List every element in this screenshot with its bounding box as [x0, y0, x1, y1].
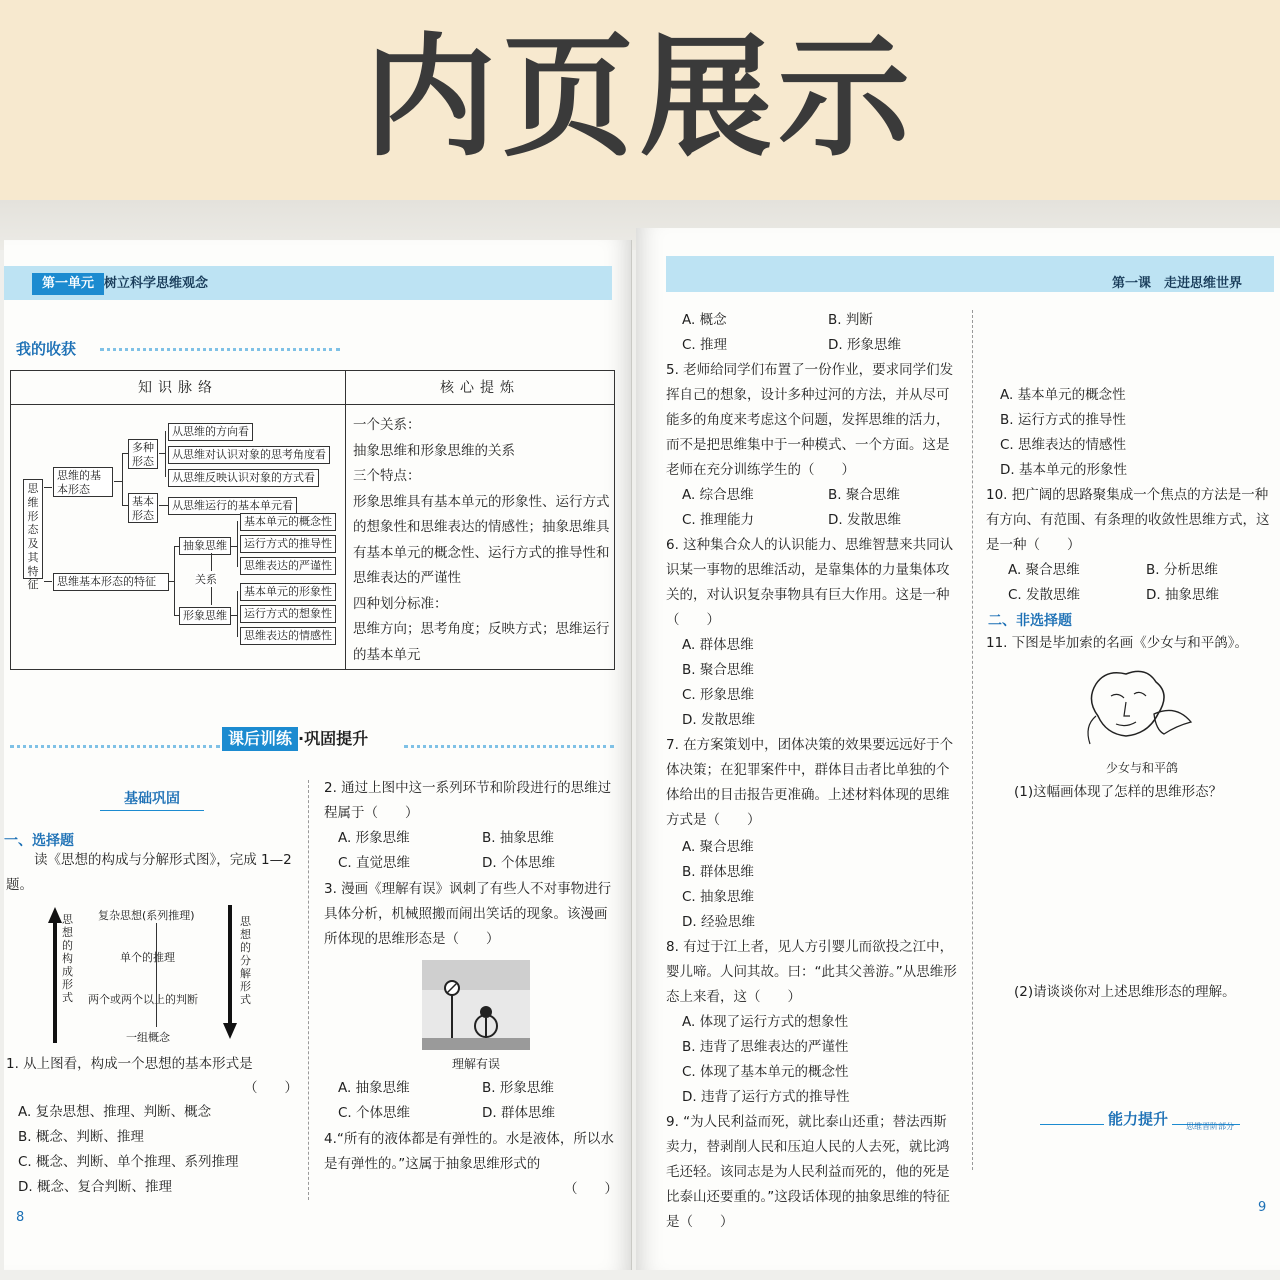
map-a1: 基本单元的概念性 — [240, 513, 336, 531]
q4-opt-a[interactable]: A. 概念 — [682, 312, 727, 328]
q1-opt-c[interactable]: C. 概念、判断、单个推理、系列推理 — [18, 1154, 239, 1170]
core-line: 四种划分标准： — [353, 595, 448, 612]
core-line: 三个特点： — [353, 468, 421, 484]
map-line — [237, 521, 238, 567]
q6-opt-d[interactable]: D. 发散思维 — [682, 712, 755, 728]
diagram-left-label: 思想的构成形式 — [62, 913, 73, 1004]
lesson-title: 第一课 走进思维世界 — [1111, 276, 1242, 291]
page-number: 8 — [16, 1210, 25, 1225]
dotted-rule — [404, 745, 614, 748]
q8-opt-b[interactable]: B. 违背了思维表达的严谨性 — [682, 1039, 849, 1055]
q6-opt-a[interactable]: A. 群体思维 — [682, 637, 754, 653]
picasso-drawing — [1076, 664, 1196, 754]
map-from-angle: 从思维对认识对象的思考角度看 — [168, 446, 330, 464]
table-header-core: 核心提炼 — [345, 371, 614, 405]
q3-opt-b[interactable]: B. 形象思维 — [482, 1080, 554, 1096]
q9-opt-a[interactable]: A. 基本单元的概念性 — [1000, 387, 1126, 403]
q8-opt-d[interactable]: D. 违背了运行方式的推导性 — [682, 1089, 850, 1105]
q2-opt-a[interactable]: A. 形象思维 — [338, 830, 410, 846]
q7: 7. 在方案策划中，团体决策的效果要远远好于个体决策；在犯罪案件中，群体目击者比单独的个体给出的目击报告更准确。上述材料体现的思维方式是（ ） — [666, 737, 954, 828]
q1-opt-a[interactable]: A. 复杂思想、推理、判断、概念 — [18, 1104, 212, 1120]
map-multi-forms: 多种形态 — [128, 439, 158, 469]
core-summary — [353, 413, 615, 668]
q8: 8. 有过于江上者，见人方引婴儿而欲投之江中，婴儿啼。人问其故。曰：“此其父善游。”从思维形态上来看，这（ ） — [666, 939, 957, 1005]
table-header-map: 知识脉络 — [11, 371, 345, 405]
map-abstract: 抽象思维 — [179, 537, 231, 555]
map-basic-form: 基本形态 — [128, 493, 158, 523]
training-tag: 课后训练 — [222, 727, 298, 751]
map-features: 思维基本形态的特征 — [53, 573, 169, 591]
core-line: 一个关系： — [353, 417, 421, 433]
q10-opt-c[interactable]: C. 发散思维 — [1008, 587, 1081, 603]
q7-opt-c[interactable]: C. 抽象思维 — [682, 889, 755, 905]
q4-opt-c[interactable]: C. 推理 — [682, 337, 728, 353]
q11: 11. 下图是毕加索的名画《少女与和平鸽》。 — [986, 635, 1249, 651]
banner-title: 内页展示 — [364, 21, 916, 175]
q10-opt-a[interactable]: A. 聚合思维 — [1008, 562, 1080, 578]
q1-opt-b[interactable]: B. 概念、判断、推理 — [18, 1129, 144, 1145]
q10: 10. 把广阔的思路聚集成一个焦点的方法是一种有方向、有范围、有条理的收敛性思维方式，这是一种（ ） — [986, 487, 1270, 553]
map-i3: 思维表达的情感性 — [240, 627, 336, 645]
q3-opt-c[interactable]: C. 个体思维 — [338, 1105, 411, 1121]
training-title: ·巩固提升 — [298, 729, 369, 748]
table-divider — [345, 371, 346, 669]
right-page — [636, 228, 1280, 1270]
q5: 5. 老师给同学们布置了一份作业，要求同学们发挥自己的想象，设计多种过河的方法，并从尽可能多的角度来考虑这个问题，发挥思维的活力，而不是把思维集中于一种模式、一个方面。这是老师在充分训练学生的（ ） — [666, 362, 954, 478]
diagram-l3: 两个或两个以上的判断 — [88, 993, 198, 1006]
unit-tag: 第一单元 — [32, 273, 104, 295]
map-line — [165, 431, 166, 477]
knowledge-table — [10, 370, 615, 670]
q9: 9. “为人民利益而死，就比泰山还重；替法西斯卖力，替剥削人民和压迫人民的人去死，就比鸿毛还轻。该同志是为人民利益而死的，他的死是比泰山还要重的。”这段话体现的抽象思维的特征是（ ） — [666, 1114, 950, 1230]
map-line — [44, 581, 52, 582]
q10-opt-b[interactable]: B. 分析思维 — [1146, 562, 1218, 578]
basic-underline — [100, 810, 204, 811]
q7-opt-b[interactable]: B. 群体思维 — [682, 864, 754, 880]
map-from-reflect: 从思维反映认识对象的方式看 — [168, 469, 319, 487]
q8-opt-a[interactable]: A. 体现了运行方式的想象性 — [682, 1014, 849, 1030]
core-line: 抽象思维和形象思维的关系 — [353, 442, 515, 459]
q7-opt-d[interactable]: D. 经验思维 — [682, 914, 755, 930]
page-number: 9 — [1258, 1200, 1267, 1215]
q1: 1. 从上图看，构成一个思想的基本形式是 — [6, 1056, 253, 1072]
q5-opt-c[interactable]: C. 推理能力 — [682, 512, 755, 528]
intro: 读《思想的构成与分解形式图》，完成 1—2 题。 — [6, 852, 292, 893]
ability-sub: 思维晋阶部分 — [1186, 1122, 1234, 1131]
training-heading — [222, 726, 368, 751]
core-line: 思维方向；思考角度；反映方式；思维运行的基本单元 — [353, 621, 610, 663]
q9-opt-c[interactable]: C. 思维表达的情感性 — [1000, 437, 1127, 453]
diagram-link — [156, 923, 157, 1027]
map-relation: 关系 — [195, 573, 217, 586]
arrow-down-shaft — [228, 905, 232, 1023]
left-page — [4, 240, 632, 1270]
q4: 4.“所有的液体都是有弹性的。水是液体，所以水是有弹性的。”这属于抽象思维形式的 — [324, 1131, 614, 1172]
diagram-l1: 复杂思想(系列推理) — [98, 909, 195, 922]
q2-opt-c[interactable]: C. 直觉思维 — [338, 855, 411, 871]
q11-caption: 少女与和平鸽 — [1106, 761, 1179, 775]
q2: 2. 通过上图中这一系列环节和阶段进行的思维过程属于（ ） — [324, 780, 612, 821]
q10-opt-d[interactable]: D. 抽象思维 — [1146, 587, 1219, 603]
arrow-up-shaft — [53, 921, 57, 1043]
thought-diagram — [44, 905, 304, 1045]
q2-opt-d[interactable]: D. 个体思维 — [482, 855, 555, 871]
map-image: 形象思维 — [179, 607, 231, 625]
column-separator — [308, 780, 309, 1200]
q3-opt-d[interactable]: D. 群体思维 — [482, 1105, 555, 1121]
q3: 3. 漫画《理解有误》讽刺了有些人不对事物进行具体分析，机械照搬而闹出笑话的现象。该漫画所体现的思维形态是（ ） — [324, 881, 612, 947]
q4-opt-d[interactable]: D. 形象思维 — [828, 337, 901, 353]
q1-opt-d[interactable]: D. 概念、复合判断、推理 — [18, 1179, 172, 1195]
arrow-down-icon — [223, 1023, 237, 1039]
diagram-l4: 一组概念 — [126, 1031, 170, 1044]
map-line — [237, 591, 238, 637]
dotted-rule — [100, 348, 340, 351]
q4-paren: （ ） — [564, 1181, 618, 1197]
q9-opt-d[interactable]: D. 基本单元的形象性 — [1000, 462, 1127, 478]
q5-opt-a[interactable]: A. 综合思维 — [682, 487, 754, 503]
q11-part1: (1)这幅画体现了怎样的思维形态？ — [1014, 784, 1223, 800]
map-line — [44, 487, 52, 488]
q1-paren: （ ） — [244, 1080, 298, 1096]
q4-opt-b[interactable]: B. 判断 — [828, 312, 873, 328]
section-gains: 我的收获 — [16, 340, 77, 358]
cartoon-image — [422, 960, 530, 1050]
map-a3: 思维表达的严谨性 — [240, 557, 336, 575]
q6: 6. 这种集合众人的认识能力、思维智慧来共同认识某一事物的思维活动，是靠集体的力量集体攻关的，对认识复杂事物具有巨大作用。这是一种（ ） — [666, 537, 954, 628]
diagram-right-label: 思想的分解形式 — [240, 915, 251, 1006]
map-line — [114, 481, 122, 482]
q9-opt-b[interactable]: B. 运行方式的推导性 — [1000, 412, 1126, 428]
choice-heading: 一、选择题 — [4, 833, 74, 849]
column-separator — [972, 310, 973, 1170]
q2-opt-b[interactable]: B. 抽象思维 — [482, 830, 554, 846]
basic-title: 基础巩固 — [124, 791, 180, 807]
map-line — [159, 505, 168, 506]
q7-opt-a[interactable]: A. 聚合思维 — [682, 839, 754, 855]
map-basic-forms: 思维的基本形态 — [53, 467, 113, 497]
map-line — [122, 453, 123, 505]
q3-opt-a[interactable]: A. 抽象思维 — [338, 1080, 410, 1096]
map-i1: 基本单元的形象性 — [240, 583, 336, 601]
unit-title: 树立科学思维观念 — [104, 276, 209, 291]
q8-opt-c[interactable]: C. 体现了基本单元的概念性 — [682, 1064, 849, 1080]
map-root: 思维形态及其特征 — [23, 479, 43, 579]
map-from-unit: 从思维运行的基本单元看 — [168, 497, 297, 515]
q11-part2: (2)请谈谈你对上述思维形态的理解。 — [1014, 984, 1236, 1000]
q5-opt-b[interactable]: B. 聚合思维 — [828, 487, 900, 503]
q6-opt-b[interactable]: B. 聚合思维 — [682, 662, 754, 678]
dotted-rule — [10, 745, 220, 748]
map-i2: 运行方式的想象性 — [240, 605, 336, 623]
nonchoice-heading: 二、非选择题 — [988, 613, 1072, 629]
q3-caption: 理解有误 — [452, 1057, 501, 1071]
q6-opt-c[interactable]: C. 形象思维 — [682, 687, 755, 703]
map-from-direction: 从思维的方向看 — [168, 423, 253, 441]
ability-title: 能力提升 — [1104, 1108, 1172, 1129]
map-line — [174, 546, 175, 616]
banner — [0, 0, 1280, 200]
q5-opt-d[interactable]: D. 发散思维 — [828, 512, 901, 528]
diagram-l2: 单个的推理 — [120, 951, 175, 964]
core-line: 形象思维具有基本单元的形象性、运行方式的想象性和思维表达的情感性；抽象思维具有基本单元的概念性、运行方式的推导性和思维表达的严谨性 — [353, 493, 610, 586]
map-a2: 运行方式的推导性 — [240, 535, 336, 553]
